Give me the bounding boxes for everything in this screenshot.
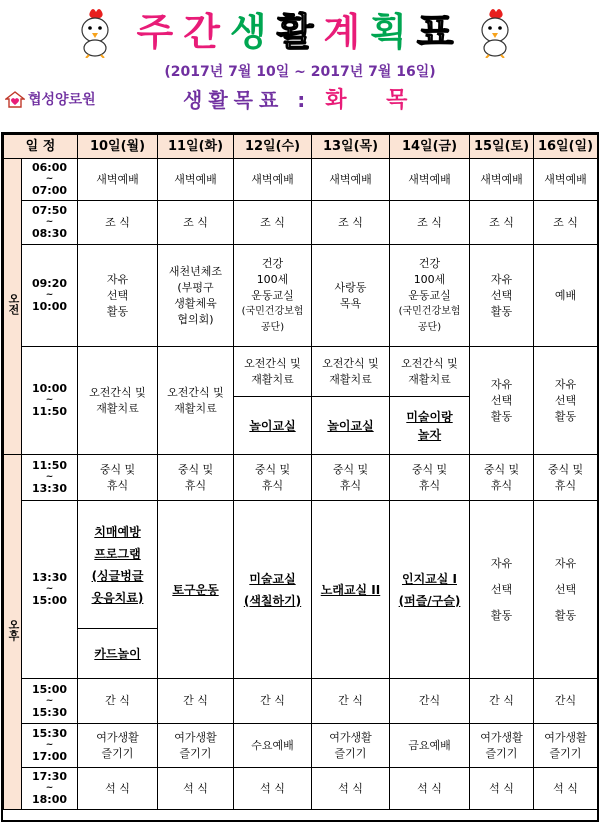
program-title: (퍼즐/구슬) bbox=[398, 593, 461, 608]
schedule-cell bbox=[470, 501, 534, 679]
schedule-cell bbox=[312, 724, 390, 768]
cell-line: 선택 bbox=[490, 288, 513, 302]
program-title: 치매예방 bbox=[94, 524, 141, 539]
time-cell bbox=[22, 679, 78, 724]
schedule-cell bbox=[470, 724, 534, 768]
table-row bbox=[4, 347, 598, 397]
program-title: 미술이랑 bbox=[406, 409, 453, 424]
time-end: 15:00 bbox=[31, 594, 67, 607]
time-tilde: ~ bbox=[45, 584, 54, 594]
cell-line: 즐기기 bbox=[549, 746, 582, 760]
cell-line: 선택 bbox=[554, 582, 577, 596]
time-end: 07:00 bbox=[31, 184, 67, 197]
schedule-cell bbox=[158, 501, 234, 679]
schedule-cell: 금요예배 bbox=[390, 724, 470, 768]
cell-line: 오전간식 및 bbox=[401, 356, 458, 370]
cell-line: 활동 bbox=[554, 409, 577, 423]
schedule-cell: 새벽예배 bbox=[78, 159, 158, 201]
schedule-cell: 석 식 bbox=[158, 768, 234, 810]
schedule-cell bbox=[312, 397, 390, 455]
schedule-cell: 석 식 bbox=[312, 768, 390, 810]
time-cell bbox=[22, 455, 78, 501]
cell-line: 휴식 bbox=[554, 478, 577, 492]
cell-line: 휴식 bbox=[490, 478, 513, 492]
cell-line: 100세 bbox=[256, 272, 289, 286]
program-title: (색칠하기) bbox=[243, 593, 302, 608]
cell-line: (국민건강보험 bbox=[398, 305, 461, 317]
schedule-cell bbox=[234, 501, 312, 679]
cell-line: 여가생활 bbox=[96, 730, 139, 744]
day-header: 14일(금) bbox=[390, 135, 470, 159]
schedule-cell: 간 식 bbox=[470, 679, 534, 724]
cell-line: 즐기기 bbox=[179, 746, 212, 760]
schedule-cell: 간식 bbox=[390, 679, 470, 724]
day-header: 16일(일) bbox=[534, 135, 598, 159]
organization-name: 협성양로원 bbox=[28, 92, 96, 108]
schedule-cell: 수요예배 bbox=[234, 724, 312, 768]
time-cell bbox=[22, 159, 78, 201]
time-cell bbox=[22, 768, 78, 810]
schedule-cell bbox=[390, 397, 470, 455]
schedule-cell bbox=[534, 347, 598, 455]
cell-line: 여가생활 bbox=[329, 730, 372, 744]
cell-line: 활동 bbox=[554, 608, 577, 622]
time-tilde: ~ bbox=[45, 395, 54, 405]
cell-line: 즐기기 bbox=[485, 746, 518, 760]
cell-line: 재활치료 bbox=[251, 372, 294, 386]
cell-line: 사랑동 bbox=[334, 280, 367, 294]
schedule-cell bbox=[312, 501, 390, 679]
date-range: (2017년 7월 10일 ~ 2017년 7월 16일) bbox=[164, 64, 436, 80]
table-row bbox=[4, 501, 598, 629]
schedule-cell bbox=[470, 347, 534, 455]
schedule-cell bbox=[78, 501, 158, 629]
cell-line: 여가생활 bbox=[480, 730, 523, 744]
corner-cell: 일 정 bbox=[4, 135, 78, 159]
cell-line: 즐기기 bbox=[334, 746, 367, 760]
cell-line: 중식 및 bbox=[254, 462, 291, 476]
program-title: 놀자 bbox=[417, 427, 442, 442]
day-header: 15일(토) bbox=[470, 135, 534, 159]
cell-line: 자유 bbox=[106, 272, 129, 286]
time-start: 10:00 bbox=[31, 382, 67, 395]
cell-line: 생활체육 bbox=[174, 296, 217, 310]
cell-line: 운동교실 bbox=[408, 288, 451, 302]
schedule-cell: 석 식 bbox=[390, 768, 470, 810]
cell-line: 선택 bbox=[490, 582, 513, 596]
schedule-cell: 새벽예배 bbox=[234, 159, 312, 201]
cell-line: 활동 bbox=[490, 304, 513, 318]
time-start: 06:00 bbox=[31, 161, 67, 174]
schedule-cell bbox=[158, 724, 234, 768]
schedule-cell bbox=[390, 501, 470, 679]
cell-line: 중식 및 bbox=[99, 462, 136, 476]
title-char: 획 bbox=[370, 10, 417, 54]
time-end: 13:30 bbox=[31, 482, 67, 495]
time-end: 10:00 bbox=[31, 300, 67, 313]
program-title: 카드놀이 bbox=[94, 646, 141, 661]
table-row bbox=[4, 245, 598, 347]
schedule-cell bbox=[234, 347, 312, 397]
time-tilde: ~ bbox=[45, 472, 54, 482]
time-start: 15:00 bbox=[31, 682, 67, 696]
cell-line: 목욕 bbox=[339, 296, 362, 310]
title-char: 계 bbox=[323, 10, 371, 54]
goal-label: 생활목표 : bbox=[183, 87, 312, 112]
weekly-schedule-table bbox=[3, 134, 598, 810]
pm-label-text: 오후 bbox=[7, 618, 20, 641]
schedule-cell bbox=[312, 245, 390, 347]
time-tilde: ~ bbox=[45, 290, 54, 300]
schedule-cell: 새벽예배 bbox=[158, 159, 234, 201]
time-cell bbox=[22, 245, 78, 347]
schedule-cell: 석 식 bbox=[234, 768, 312, 810]
time-tilde: ~ bbox=[45, 695, 54, 706]
schedule-cell: 간 식 bbox=[312, 679, 390, 724]
cell-line: 새천년체조 bbox=[168, 264, 223, 278]
program-title: 인지교실 I bbox=[401, 571, 457, 586]
program-title: (싱글벙글 bbox=[91, 568, 144, 583]
heart-house-icon bbox=[5, 90, 25, 108]
schedule-cell bbox=[78, 455, 158, 501]
organization-logo bbox=[5, 89, 96, 109]
time-end: 08:30 bbox=[31, 227, 67, 240]
title-char: 생 bbox=[229, 10, 277, 54]
cell-line: 선택 bbox=[106, 288, 129, 302]
day-header: 12일(수) bbox=[234, 135, 312, 159]
program-title: 프로그램 bbox=[94, 546, 141, 561]
schedule-cell: 조 식 bbox=[534, 201, 598, 245]
pm-label bbox=[4, 455, 22, 810]
schedule-cell: 조 식 bbox=[390, 201, 470, 245]
time-cell bbox=[22, 501, 78, 679]
table-row bbox=[4, 159, 598, 201]
cell-line: 휴식 bbox=[184, 478, 207, 492]
cell-line: 자유 bbox=[490, 377, 513, 391]
cell-line: 건강 bbox=[418, 256, 441, 270]
schedule-cell: 간 식 bbox=[234, 679, 312, 724]
cell-line: 자유 bbox=[554, 556, 577, 570]
cell-line: 선택 bbox=[490, 393, 513, 407]
time-start: 07:50 bbox=[31, 204, 67, 217]
schedule-cell: 석 식 bbox=[534, 768, 598, 810]
cell-line: 중식 및 bbox=[411, 462, 448, 476]
schedule-cell: 새벽예배 bbox=[534, 159, 598, 201]
time-tilde: ~ bbox=[45, 217, 54, 227]
table-row bbox=[4, 201, 598, 245]
program-title: 웃음치료) bbox=[91, 590, 144, 605]
program-title: 토구운동 bbox=[172, 582, 219, 597]
schedule-cell: 조 식 bbox=[470, 201, 534, 245]
cell-line: 공단) bbox=[417, 321, 442, 333]
schedule-cell bbox=[158, 245, 234, 347]
cell-line: 휴식 bbox=[261, 478, 284, 492]
schedule-cell bbox=[312, 347, 390, 397]
cell-line: 100세 bbox=[413, 272, 446, 286]
cell-line: (부평구 bbox=[177, 280, 214, 294]
cell-line: 오전간식 및 bbox=[322, 356, 379, 370]
title-char: 주 bbox=[136, 10, 184, 54]
cell-line: 즐기기 bbox=[101, 746, 134, 760]
program-title: 놀이교실 bbox=[327, 418, 374, 433]
schedule-cell bbox=[470, 455, 534, 501]
goal-value: 화 목 bbox=[325, 87, 424, 113]
cell-line: 자유 bbox=[490, 556, 513, 570]
table-row bbox=[4, 679, 598, 724]
program-title: 미술교실 bbox=[249, 571, 296, 586]
schedule-cell bbox=[78, 629, 158, 679]
page-title bbox=[120, 10, 480, 54]
cell-line: 재활치료 bbox=[329, 372, 372, 386]
schedule-cell: 간식 bbox=[534, 679, 598, 724]
table-row bbox=[4, 455, 598, 501]
cell-line: 오전간식 및 bbox=[167, 385, 224, 399]
schedule-cell bbox=[390, 455, 470, 501]
schedule-cell: 간 식 bbox=[158, 679, 234, 724]
cell-line: 자유 bbox=[554, 377, 577, 391]
cell-line: 재활치료 bbox=[408, 372, 451, 386]
cell-line: 재활치료 bbox=[96, 401, 139, 415]
time-end: 11:50 bbox=[31, 405, 67, 418]
cell-line: 활동 bbox=[490, 409, 513, 423]
day-header: 10일(월) bbox=[78, 135, 158, 159]
time-tilde: ~ bbox=[45, 174, 54, 184]
cell-line: 건강 bbox=[261, 256, 284, 270]
time-end: 18:00 bbox=[31, 793, 67, 806]
am-label bbox=[4, 159, 22, 455]
title-char: 표 bbox=[416, 10, 464, 54]
time-end: 17:00 bbox=[31, 750, 67, 763]
time-start: 15:30 bbox=[31, 727, 67, 740]
cell-line: 공단) bbox=[260, 321, 285, 333]
schedule-cell bbox=[534, 455, 598, 501]
cell-line: 휴식 bbox=[339, 478, 362, 492]
time-start: 13:30 bbox=[31, 571, 67, 584]
schedule-cell: 석 식 bbox=[78, 768, 158, 810]
program-title: 놀이교실 bbox=[249, 418, 296, 433]
schedule-cell: 새벽예배 bbox=[312, 159, 390, 201]
schedule-cell: 석 식 bbox=[470, 768, 534, 810]
time-tilde: ~ bbox=[45, 783, 54, 793]
cell-line: 휴식 bbox=[418, 478, 441, 492]
table-row bbox=[4, 768, 598, 810]
schedule-cell bbox=[78, 245, 158, 347]
life-goal bbox=[183, 84, 423, 112]
day-header: 13일(목) bbox=[312, 135, 390, 159]
schedule-cell bbox=[158, 455, 234, 501]
schedule-cell bbox=[470, 245, 534, 347]
time-end: 15:30 bbox=[31, 705, 67, 719]
table-row bbox=[4, 724, 598, 768]
cell-line: 운동교실 bbox=[251, 288, 294, 302]
document-header bbox=[0, 0, 600, 130]
schedule-cell bbox=[158, 347, 234, 455]
schedule-cell bbox=[390, 245, 470, 347]
schedule-cell bbox=[312, 455, 390, 501]
cell-line: 중식 및 bbox=[332, 462, 369, 476]
cell-line: 선택 bbox=[554, 393, 577, 407]
schedule-cell: 조 식 bbox=[234, 201, 312, 245]
chicken-icon bbox=[70, 6, 120, 58]
cell-line: 중식 및 bbox=[177, 462, 214, 476]
schedule-cell bbox=[534, 501, 598, 679]
chicken-icon bbox=[470, 6, 520, 58]
schedule-cell: 조 식 bbox=[78, 201, 158, 245]
program-title: 노래교실 II bbox=[320, 582, 381, 597]
time-start: 09:20 bbox=[31, 277, 67, 290]
time-tilde: ~ bbox=[45, 740, 54, 750]
cell-line: 여가생활 bbox=[174, 730, 217, 744]
cell-line: 중식 및 bbox=[547, 462, 584, 476]
schedule-cell bbox=[78, 347, 158, 455]
schedule-cell: 간 식 bbox=[78, 679, 158, 724]
time-cell bbox=[22, 201, 78, 245]
schedule-cell bbox=[234, 245, 312, 347]
cell-line: 협의회) bbox=[177, 312, 214, 326]
schedule-cell bbox=[234, 455, 312, 501]
cell-line: 활동 bbox=[490, 608, 513, 622]
am-label-text: 오전 bbox=[7, 293, 20, 315]
schedule-cell bbox=[534, 724, 598, 768]
time-cell bbox=[22, 724, 78, 768]
cell-line: 활동 bbox=[106, 304, 129, 318]
time-start: 11:50 bbox=[31, 459, 67, 472]
cell-line: 재활치료 bbox=[174, 401, 217, 415]
day-header: 11일(화) bbox=[158, 135, 234, 159]
schedule-cell: 조 식 bbox=[158, 201, 234, 245]
header-row bbox=[4, 135, 598, 159]
cell-line: 중식 및 bbox=[483, 462, 520, 476]
time-cell bbox=[22, 347, 78, 455]
cell-line: (국민건강보험 bbox=[241, 305, 304, 317]
schedule-cell: 조 식 bbox=[312, 201, 390, 245]
cell-line: 자유 bbox=[490, 272, 513, 286]
schedule-cell: 예배 bbox=[534, 245, 598, 347]
time-start: 17:30 bbox=[31, 770, 67, 783]
schedule-cell bbox=[390, 347, 470, 397]
schedule-cell bbox=[78, 724, 158, 768]
cell-line: 여가생활 bbox=[544, 730, 587, 744]
title-char: 활 bbox=[276, 10, 324, 54]
title-char: 간 bbox=[183, 10, 230, 54]
cell-line: 오전간식 및 bbox=[244, 356, 301, 370]
schedule-cell: 새벽예배 bbox=[470, 159, 534, 201]
schedule-cell: 새벽예배 bbox=[390, 159, 470, 201]
cell-line: 휴식 bbox=[106, 478, 129, 492]
cell-line: 오전간식 및 bbox=[89, 385, 146, 399]
schedule-cell bbox=[234, 397, 312, 455]
